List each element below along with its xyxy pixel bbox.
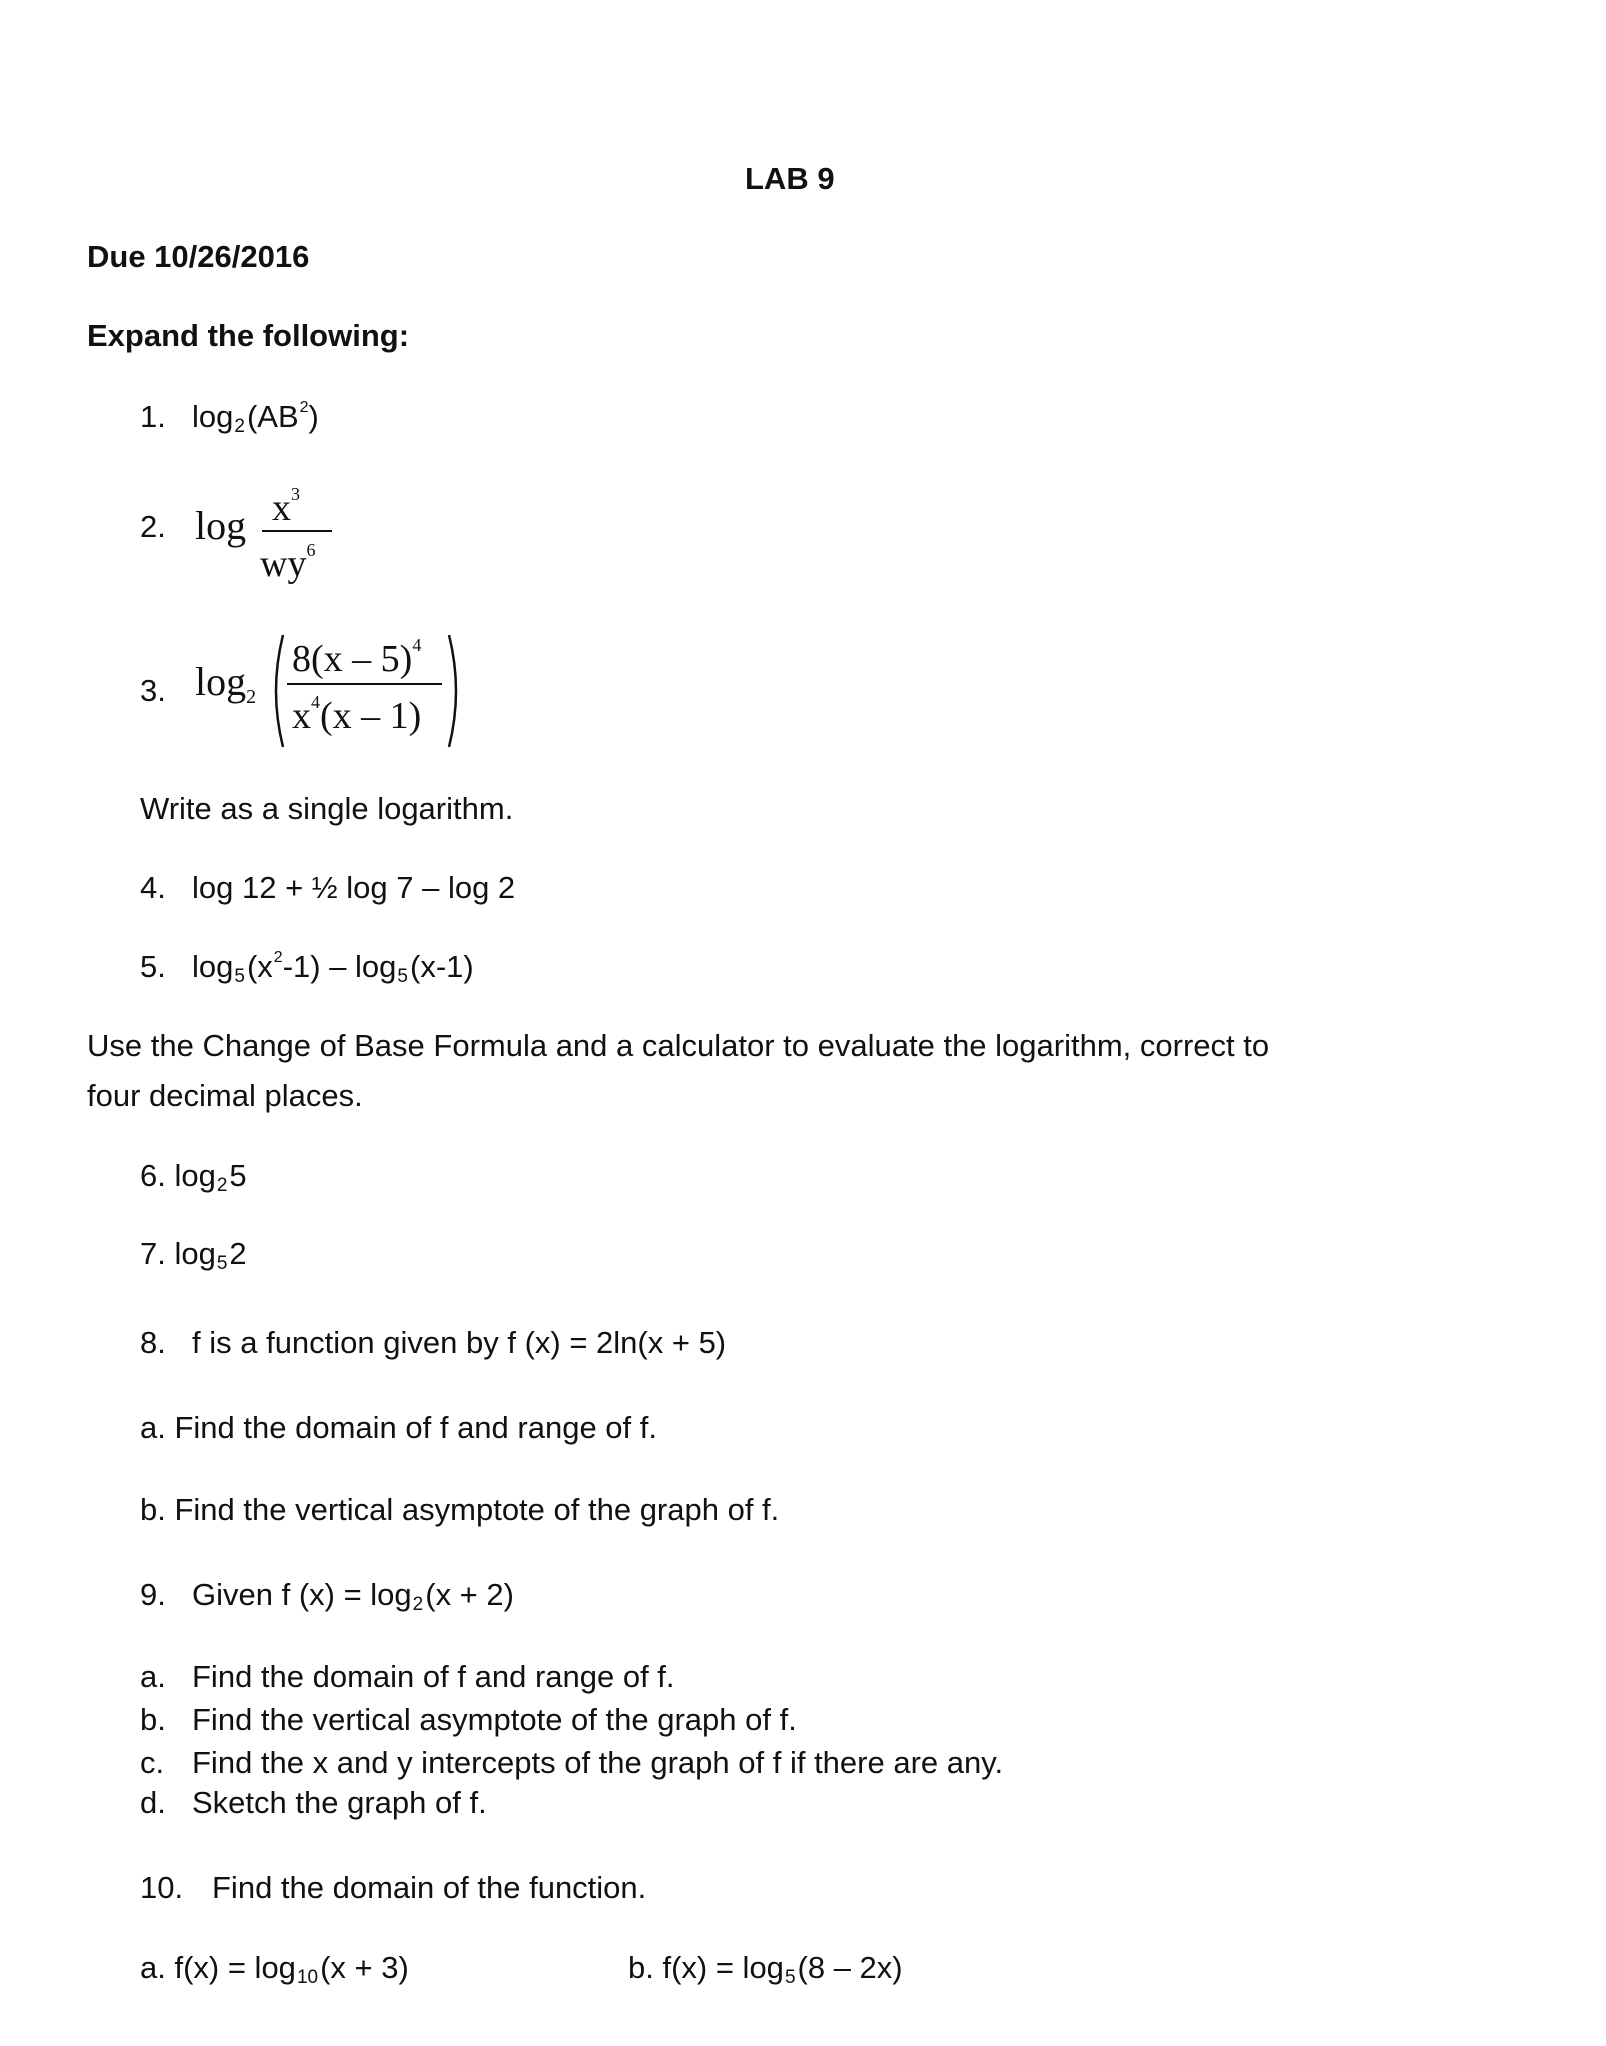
right-parenthesis <box>446 632 466 750</box>
question-7: 7. $\log_52$ <box>140 1236 247 1274</box>
left-parenthesis <box>266 632 286 750</box>
list-item: c. Find the x and y intercepts of the graph of f if there are any. <box>140 1745 1004 1780</box>
question-8: 8. f is a function given by f (x) = 2ln(x + 5) <box>140 1325 727 1360</box>
fraction-bar <box>262 530 332 532</box>
question-8b: b. Find the vertical asymptote of the graph of f. <box>140 1492 780 1527</box>
fraction-denominator: $wy^6$ <box>260 540 316 585</box>
list-item: a. Find the domain of f and range of f. <box>140 1659 675 1694</box>
due-date: Due 10/26/2016 <box>87 239 310 274</box>
expand-heading: Expand the following: <box>87 318 410 353</box>
question-5: 5. $\log_5(x^2-1) - \log_5(x-1)$ <box>140 949 474 987</box>
question-10: 10. Find the domain of the function. <box>140 1870 647 1905</box>
question-10b: b. $f(x) = \log_5(8 - 2x)$ <box>628 1950 903 1988</box>
list-item: b. Find the vertical asymptote of the graph of f. <box>140 1702 797 1737</box>
question-9: 9. Given f $(x) = \log_2(x + 2)$ <box>140 1577 514 1615</box>
fraction-numerator: 8(x – 5)$^4$ <box>292 635 422 680</box>
question-6: 6. $\log_25$ <box>140 1158 247 1196</box>
question-4: 4. log 12 + ½ log 7 – log 2 <box>140 870 516 905</box>
change-base-instruction-line1: Use the Change of Base Formula and a calculator to evaluate the logarithm, correct to <box>87 1028 1270 1063</box>
fraction-bar <box>287 683 442 685</box>
question-number: 1. <box>140 399 166 434</box>
list-item: d. Sketch the graph of f. <box>140 1785 487 1820</box>
question-3-number: 3. <box>140 673 166 708</box>
page-title: LAB 9 <box>745 161 835 196</box>
question-1: 1. $\log_2(AB^2)$ <box>140 399 319 437</box>
fraction-numerator: $x^3$ <box>272 484 300 529</box>
change-base-instruction-line2: four decimal places. <box>87 1078 363 1113</box>
fraction-denominator: $x^4(x - 1)$ <box>292 692 422 737</box>
question-2-number: 2. <box>140 509 166 544</box>
question-8a: a. Find the domain of f and range of f. <box>140 1410 657 1445</box>
question-10a: a. $f(x) = \log_{10}(x + 3)$ <box>140 1950 409 1988</box>
single-log-heading: Write as a single logarithm. <box>140 791 514 826</box>
